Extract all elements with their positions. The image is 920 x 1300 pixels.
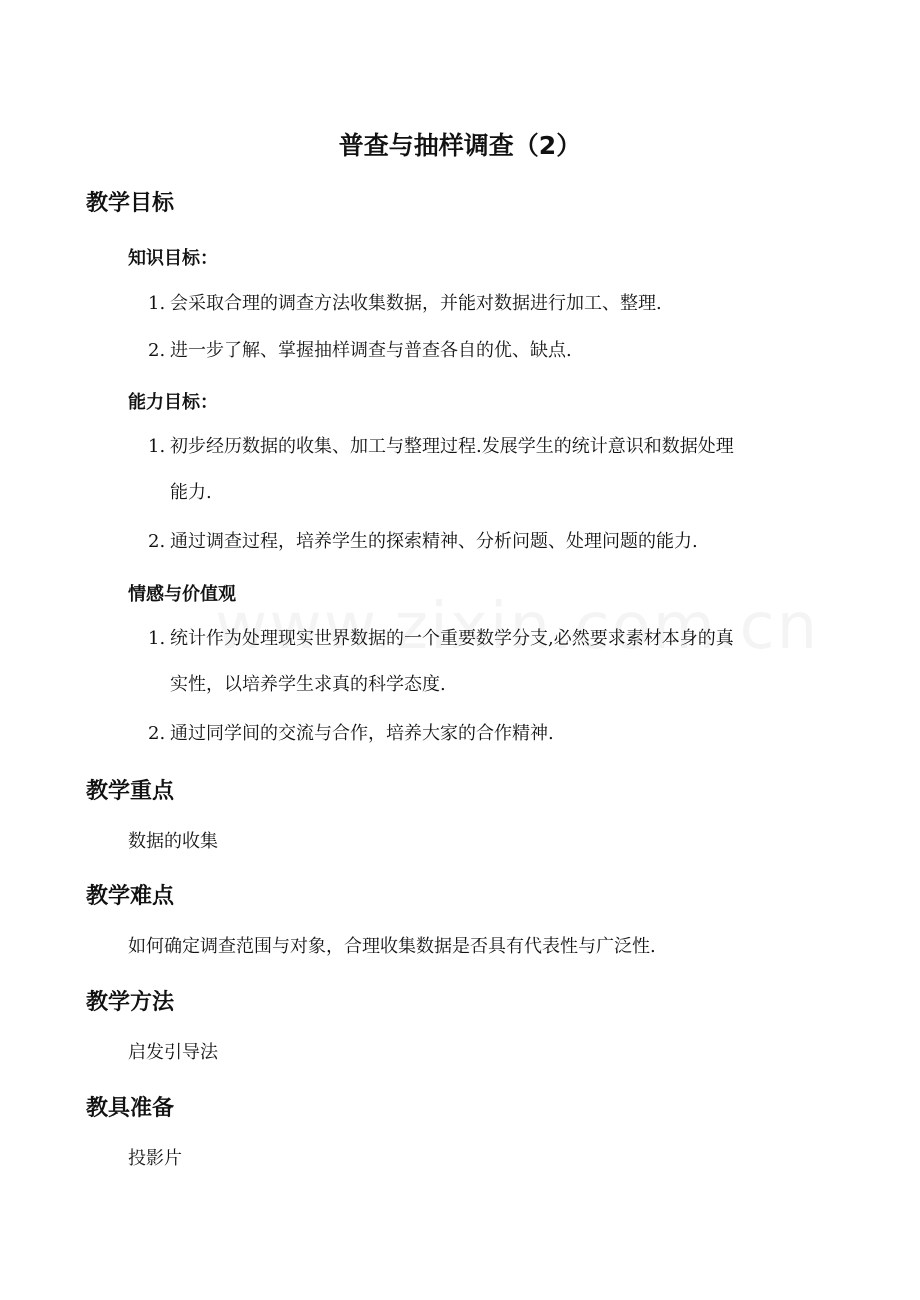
paragraph-tools: 投影片 <box>128 1148 182 1169</box>
list-item <box>148 616 848 662</box>
item-text: 能力. <box>170 482 212 503</box>
item-number: 2. <box>148 531 166 552</box>
item-number: 1. <box>148 436 166 457</box>
heading-methods: 教学方法 <box>86 990 175 1015</box>
item-text: 通过同学间的交流与合作，培养大家的合作精神. <box>170 723 554 744</box>
item-number: 1. <box>148 293 166 314</box>
item-number: 2. <box>148 723 166 744</box>
document-title: 普查与抽样调查（2） <box>338 131 582 160</box>
list-item <box>148 328 848 374</box>
item-text: 实性，以培养学生求真的科学态度. <box>170 674 446 695</box>
heading-key-points: 教学重点 <box>86 779 175 804</box>
heading-difficulties: 教学难点 <box>86 884 175 909</box>
list-item <box>148 711 848 757</box>
item-number: 1. <box>148 628 166 649</box>
subheading-emotion: 情感与价值观 <box>128 584 236 605</box>
heading-objectives: 教学目标 <box>86 191 175 216</box>
subheading-ability: 能力目标： <box>128 392 218 413</box>
paragraph-methods: 启发引导法 <box>128 1042 218 1063</box>
item-text: 进一步了解、掌握抽样调查与普查各自的优、缺点. <box>170 340 572 361</box>
subheading-knowledge: 知识目标： <box>128 248 218 269</box>
list-item <box>148 424 848 470</box>
list-item <box>148 281 848 327</box>
list-item <box>148 519 848 565</box>
paragraph-difficulties: 如何确定调查范围与对象，合理收集数据是否具有代表性与广泛性. <box>128 936 656 957</box>
item-number: 2. <box>148 340 166 361</box>
item-text: 通过调查过程，培养学生的探索精神、分析问题、处理问题的能力. <box>170 531 698 552</box>
paragraph-key-points: 数据的收集 <box>128 831 218 852</box>
item-text: 统计作为处理现实世界数据的一个重要数学分支,必然要求素材本身的真 <box>170 628 734 649</box>
item-text: 会采取合理的调查方法收集数据，并能对数据进行加工、整理. <box>170 293 662 314</box>
heading-tools: 教具准备 <box>86 1096 175 1121</box>
item-text: 初步经历数据的收集、加工与整理过程.发展学生的统计意识和数据处理 <box>170 436 734 457</box>
